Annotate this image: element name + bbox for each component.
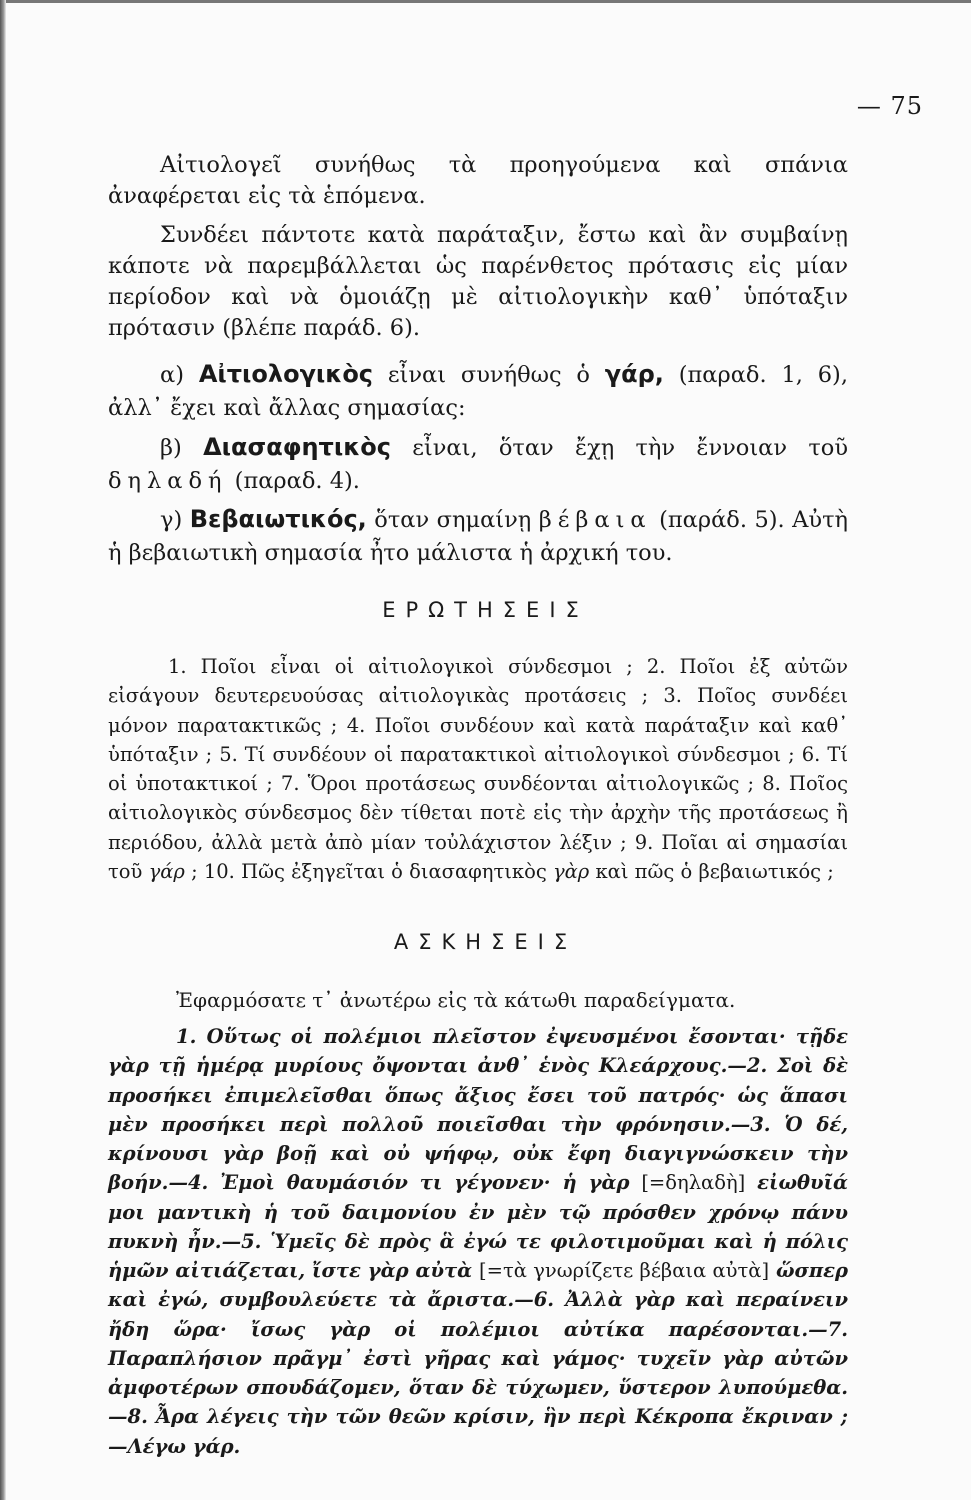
exercises-gloss2: [=τὰ γνωρίζετε βέβαια αὐτὰ]	[479, 1259, 770, 1282]
item-a-marker: α)	[160, 362, 184, 388]
questions-part2: ; 10. Πῶς ἐξηγεῖται ὁ διασαφητικὸς	[184, 859, 553, 883]
item-c-spaced: βέβαια	[538, 507, 652, 533]
item-a-text1: εἶναι συνήθως ὁ	[373, 362, 605, 388]
item-b-term: Διασαφητικὸς	[203, 433, 391, 461]
exercises-part3: ὥσπερ καὶ ἐγώ, συμβουλεύετε τὰ ἄριστα.—6. Ἀλλὰ γὰρ καὶ περαίνειν ἤδη ὥρα· ἴσως γὰρ οἱ πολέμιοι αὐτίκα παρέσονται.—7. Παραπλήσιον πρᾶγμ᾽ ἐστὶ γῆρας καὶ γάμος· τυχεῖν γὰρ αὐτῶν ἀμφοτέρων σπουδάζομεν, ὅταν δὲ τύχωμεν, ὕστερον λυπούμεθα.—8. Ἆρα λέγεις τὴν τῶν θεῶν κρίσιν, ἣν περὶ Κέκροπα ἔκριναν ;—Λέγω γάρ.	[108, 1259, 848, 1458]
page-left-edge	[0, 0, 6, 1500]
item-c-term: Βεβαιωτικός,	[189, 505, 367, 533]
item-a-term2: γάρ,	[604, 360, 664, 388]
exercises-part1: 1. Οὕτως οἱ πολέμιοι πλεῖστον ἐψευσμένοι ἔσονται· τῇδε γὰρ τῇ ἡμέρᾳ μυρίους ὄψονται ἀνθ᾽ ἑνὸς Κλεάρχους.—2. Σοὶ δὲ προσήκει ἐπιμελεῖσθαι ὅπως ἄξιος ἔσει τοῦ πατρός· ὡς ἅπασι μὲν προσήκει περὶ πολλοῦ ποιεῖσθαι τὴν φρόνησιν.—3. Ὁ δέ, κρίνουσι γὰρ βοῇ καὶ οὐ ψήφῳ, οὐκ ἔφη διαγιγνώσκειν τὴν βοήν.—4. Ἐμοὶ θαυμάσιόν τι γέγονεν· ἡ γὰρ	[108, 1025, 848, 1195]
questions-heading: ΕΡΩΤΗΣΕΙΣ	[382, 598, 589, 622]
questions-part3: καὶ πῶς ὁ βεβαιωτικός ;	[589, 859, 834, 883]
item-a-text2: (παραδ. 1, 6), ἀλλ᾽ ἔχει καὶ ἄλλας σημασίας:	[108, 362, 848, 421]
item-c-text2: (παράδ. 5). Αὐτὴ ἡ βεβαιωτικὴ σημασία ἦτο μάλιστα ἡ ἀρχική του.	[108, 507, 849, 566]
item-c-text1: ὅταν σημαίνῃ	[366, 507, 539, 533]
exercises-intro: Ἐφαρμόσατε τ᾽ ἀνωτέρω εἰς τὰ κάτωθι παραδείγματα.	[176, 988, 736, 1012]
item-a	[108, 357, 848, 424]
page-top-edge	[0, 0, 971, 3]
item-c	[108, 502, 848, 569]
item-b-text2: (παραδ. 4).	[227, 467, 360, 494]
intro-paragraph-2: Συνδέει πάντοτε κατὰ παράταξιν, ἔστω καὶ ἂν συμβαίνῃ κάποτε νὰ παρεμβάλλεται ὡς παρένθετος πρότασις εἰς μίαν περίοδον καὶ νὰ ὁμοιάζῃ μὲ αἰτιολογικὴν καθ᾽ ὑπόταξιν πρότασιν (βλέπε παράδ. 6).	[108, 222, 848, 342]
exercises-heading: ΑΣΚΗΣΕΙΣ	[393, 930, 578, 954]
page-number: — 75	[856, 92, 923, 120]
item-b-text1: εἶναι, ὅταν ἔχῃ τὴν ἔννοιαν τοῦ	[390, 435, 848, 461]
questions-gar2: γὰρ	[552, 859, 590, 883]
exercises-paragraph	[108, 1022, 848, 1461]
item-b-spaced: δηλαδή	[108, 467, 228, 494]
questions-gar1: γάρ	[148, 859, 185, 883]
item-c-marker: γ)	[160, 507, 183, 533]
exercises-gloss1: [=δηλαδὴ]	[641, 1171, 746, 1195]
questions-paragraph	[108, 652, 848, 886]
item-a-term: Αἰτιολογικὸς	[198, 360, 374, 388]
item-b	[108, 430, 848, 497]
item-b-marker: β)	[160, 435, 182, 461]
questions-part1: 1. Ποῖοι εἶναι οἱ αἰτιολογικοὶ σύνδεσμοι ; 2. Ποῖοι ἐξ αὐτῶν εἰσάγουν δευτερευούσας αἰτιολογικὰς προτάσεις ; 3. Ποῖος συνδέει μόνον παρατακτικῶς ; 4. Ποῖοι συνδέουν καὶ κατὰ παράταξιν καὶ καθ᾽ ὑπόταξιν ; 5. Τί συνδέουν οἱ παρατακτικοὶ αἰτιολογικοὶ σύνδεσμοι ; 6. Τί οἱ ὑποτακτικοί ; 7. Ὅροι προτάσεως συνδέονται αἰτιολογικῶς ; 8. Ποῖος αἰτιολογικὸς σύνδεσμος δὲν τίθεται ποτὲ εἰς τὴν ἀρχὴν τῆς προτάσεως ἢ περιόδου, ἀλλὰ μετὰ ἀπὸ μίαν τοὐλάχιστον λέξιν ; 9. Ποῖαι αἱ σημασίαι τοῦ	[108, 655, 848, 883]
exercises-part2: εἰωθυῖά μοι μαντικὴ ἡ τοῦ δαιμονίου ἐν μὲν τῷ πρόσθεν χρόνῳ πάνυ πυκνὴ ἦν.—5. Ὑμεῖς δὲ πρὸς ἃ ἐγώ τε φιλοτιμοῦμαι καὶ ἡ πόλις ἡμῶν αἰτιάζεται, ἴστε γὰρ αὐτὰ	[108, 1171, 849, 1282]
intro-paragraph-1: Αἰτιολογεῖ συνήθως τὰ προηγούμενα καὶ σπάνια ἀναφέρεται εἰς τὰ ἑπόμενα.	[108, 152, 848, 210]
